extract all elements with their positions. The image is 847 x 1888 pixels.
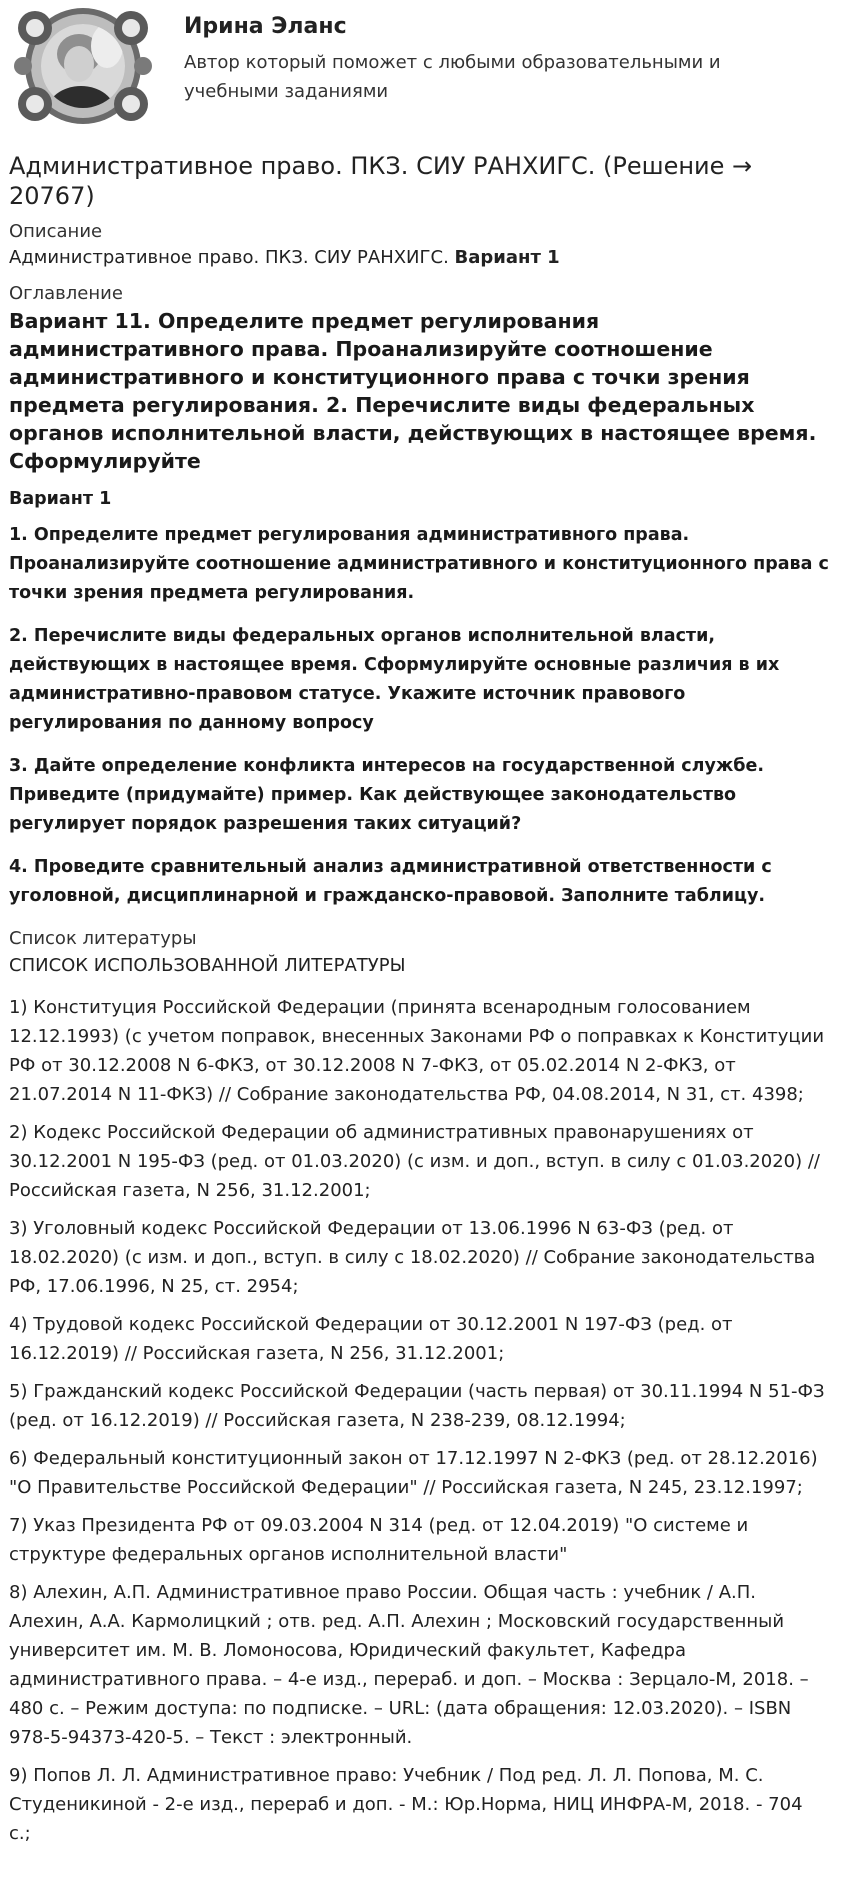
question-item: 4. Проведите сравнительный анализ административной ответственности с уголовной, дисциплинарной и гражданско-правовой. Заполните таблицу. [9, 857, 772, 906]
description-text [9, 245, 838, 271]
variant-title: Вариант 1 [9, 489, 112, 509]
reference-item: 9) Попов Л. Л. Административное право: Учебник / Под ред. Л. Л. Попова, М. С. Студеникиной - 2-е изд., перераб и доп. - М.: Юр.Норма, НИЦ ИНФРА-М, 2018. - 704 с.; [9, 1765, 803, 1844]
question-item: 3. Дайте определение конфликта интересов на государственной службе. Приведите (придумайте) пример. Как действующее законодательство регулирует порядок разрешения таких ситуаций? [9, 756, 765, 834]
toc-heading: Вариант 11. Определите предмет регулирования административного права. Проанализируйте соотношение административного и конституционного права с точки зрения предмета регулирования. 2. Перечислите виды федеральных органов исполнительной власти, действующих в настоящее время. Сформулируйте [9, 309, 817, 473]
reference-item: 1) Конституция Российской Федерации (принята всенародным голосованием 12.12.1993) (с учетом поправок, внесенных Законами РФ о поправках к Конституции РФ от 30.12.2008 N 6-ФКЗ, от 30.12.2008 N 7-ФКЗ, от 05.02.2014 N 2-ФКЗ, от 21.07.2014 N 11-ФКЗ) // Собрание законодательства РФ, 04.08.2014, N 31, ст. 4398; [9, 997, 825, 1105]
reference-item: 3) Уголовный кодекс Российской Федерации от 13.06.1996 N 63-ФЗ (ред. от 18.02.2020) (с изм. и доп., вступ. в силу с 18.02.2020) // Собрание законодательства РФ, 17.06.1996, N 25, ст. 2954; [9, 1218, 816, 1297]
literature-label: Список литературы [9, 928, 197, 949]
reference-item: 6) Федеральный конституционный закон от 17.12.1997 N 2-ФКЗ (ред. от 28.12.2016) "О Правительстве Российской Федерации" // Российская газета, N 245, 23.12.1997; [9, 1448, 818, 1498]
question-item: 1. Определите предмет регулирования административного права. Проанализируйте соотношение административного и конституционного права с точки зрения предмета регулирования. [9, 525, 829, 603]
author-description: Автор который поможет с любыми образовательными и учебными заданиями [184, 52, 721, 102]
avatar[interactable] [9, 4, 157, 130]
reference-item: 2) Кодекс Российской Федерации об административных правонарушениях от 30.12.2001 N 195-ФЗ (ред. от 01.03.2020) (с изм. и доп., вступ. в силу с 01.03.2020) // Российская газета, N 256, 31.12.2001; [9, 1122, 820, 1201]
toc-label: Оглавление [9, 283, 123, 304]
description-bold: Вариант 1 [454, 247, 560, 268]
author-name[interactable]: Ирина Эланс [184, 14, 347, 39]
film-reel-avatar-icon [9, 4, 157, 130]
description-plain: Административное право. ПКЗ. СИУ РАНХИГС. [9, 247, 455, 268]
reference-item: 4) Трудовой кодекс Российской Федерации от 30.12.2001 N 197-ФЗ (ред. от 16.12.2019) // Российская газета, N 256, 31.12.2001; [9, 1314, 733, 1364]
author-card [9, 4, 838, 136]
question-item: 2. Перечислите виды федеральных органов исполнительной власти, действующих в настоящее время. Сформулируйте основные различия в их административно-правовом статусе. Укажите источник правового регулирования по данному вопросу [9, 626, 780, 733]
literature-heading: СПИСОК ИСПОЛЬЗОВАННОЙ ЛИТЕРАТУРЫ [9, 955, 406, 976]
document-title: Административное право. ПКЗ. СИУ РАНХИГС. (Решение → 20767) [9, 152, 753, 210]
reference-item: 8) Алехин, А.П. Административное право России. Общая часть : учебник / А.П. Алехин, А.А. Кармолицкий ; отв. ред. А.П. Алехин ; Московский государственный университет им. М. В. Ломоносова, Юридический факультет, Кафедра административного права. – 4-е изд., перераб. и доп. – Москва : Зерцало-М, 2018. – 480 с. – Режим доступа: по подписке. – URL: (дата обращения: 12.03.2020). – ISBN 978-5-94373-420-5. – Текст : электронный. [9, 1582, 809, 1748]
description-label: Описание [9, 221, 103, 242]
reference-item: 7) Указ Президента РФ от 09.03.2004 N 314 (ред. от 12.04.2019) "О системе и структуре федеральных органов исполнительной власти" [9, 1515, 749, 1565]
reference-item: 5) Гражданский кодекс Российской Федерации (часть первая) от 30.11.1994 N 51-ФЗ (ред. от 16.12.2019) // Российская газета, N 238-239, 08.12.1994; [9, 1381, 825, 1431]
author-info [184, 4, 784, 106]
